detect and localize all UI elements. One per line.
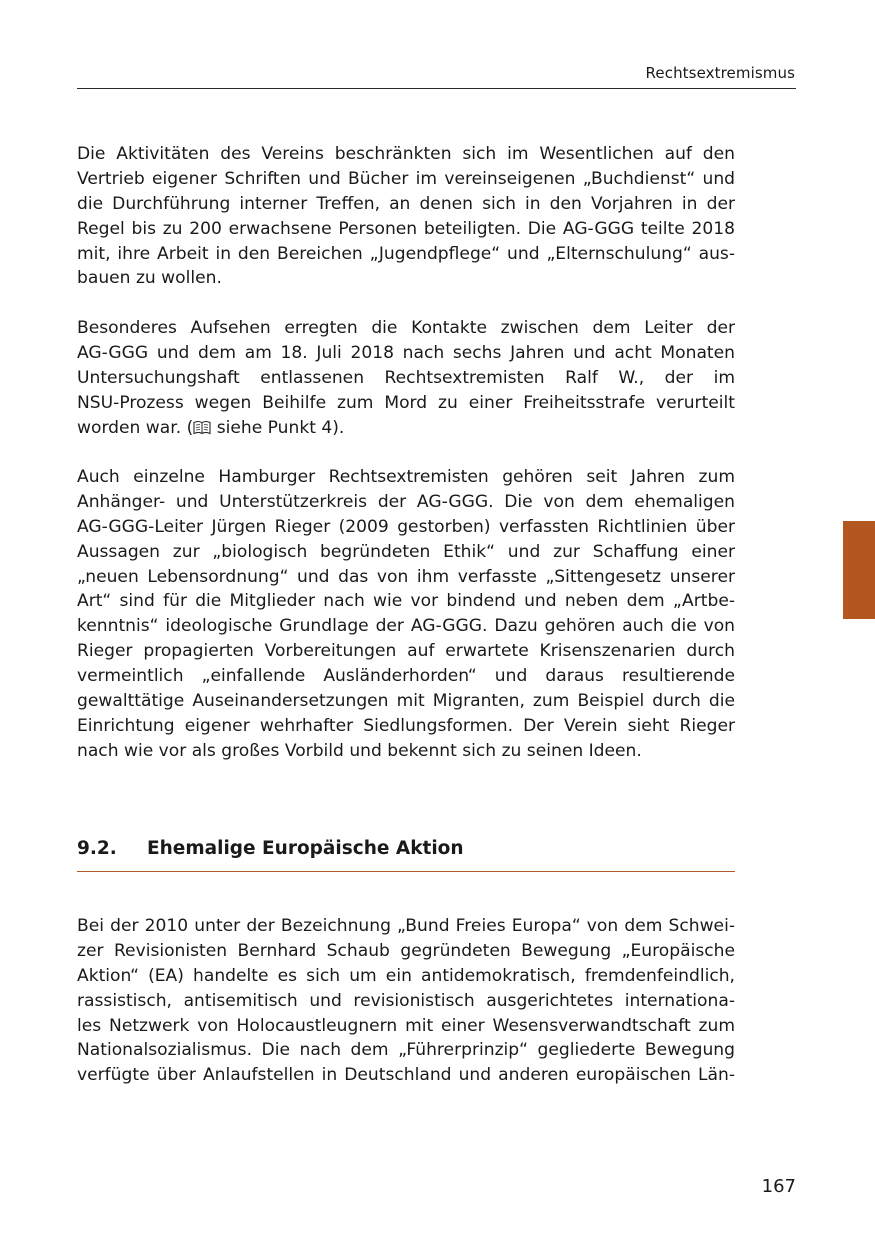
section-heading [77,838,735,859]
book-icon[interactable] [193,418,211,443]
text-line: Anhänger- und Unterstützerkreis der AG-GGG. Die von dem ehemaligen [77,491,735,512]
text-line: Vertrieb eigener Schriften und Bücher im vereinseigenen „Buchdienst“ und [77,168,735,189]
paragraph-2 [77,316,735,440]
page-number: 167 [761,1176,796,1197]
crossref-line [77,416,735,441]
text-line: Auch einzelne Hamburger Rechtsextremisten gehören seit Jahren zum [77,467,735,487]
text-line: „neuen Lebensordnung“ und das von ihm verfasste „Sittengesetz unserer [77,566,735,587]
text-line: Regel bis zu 200 erwachsene Personen beteiligten. Die AG-GGG teilte 2018 [77,218,735,239]
text-line: Aussagen zur „biologisch begründeten Ethik“ und zur Schaffung einer [77,541,735,562]
section-title: Ehemalige Europäische Aktion [147,838,464,859]
text-line: Rieger propagierten Vorbereitungen auf erwartete Krisenszenarien durch [77,641,735,662]
text-line: nach wie vor als großes Vorbild und bekennt sich zu seinen Ideen. [77,740,642,761]
text-line: Art“ sind für die Mitglieder nach wie vor bindend und neben dem „Artbe- [77,591,735,612]
text-line: zer Revisionisten Bernhard Schaub gegründeten Bewegung „Europäische [77,940,735,961]
text-line: rassistisch, antisemitisch und revisionistisch ausgerichtetes internationa- [77,990,735,1011]
text-line: kenntnis“ ideologische Grundlage der AG-GGG. Dazu gehören auch die von [77,616,735,637]
paragraph-4 [77,914,735,1088]
running-head: Rechtsextremismus [645,64,795,82]
text-line: Nationalsozialismus. Die nach dem „Führerprinzip“ gegliederte Bewegung [77,1040,735,1061]
text-line: Besonderes Aufsehen erregten die Kontakte zwischen dem Leiter der [77,318,735,338]
text-line: gewalttätige Auseinandersetzungen mit Migranten, zum Beispiel durch die [77,691,735,712]
section-rule [77,871,735,872]
text-line: AG-GGG-Leiter Jürgen Rieger (2009 gestorben) verfassten Richtlinien über [77,516,735,537]
text-line: mit, ihre Arbeit in den Bereichen „Jugendpflege“ und „Elternschulung“ aus- [77,243,735,264]
text-line: Aktion“ (EA) handelte es sich um ein antidemokratisch, fremdenfeindlich, [77,965,735,986]
text-line: die Durchführung interner Treffen, an denen sich in den Vorjahren in der [77,193,735,214]
paragraph-3 [77,465,735,764]
section-number: 9.2. [77,838,117,859]
text-line: Die Aktivitäten des Vereins beschränkten sich im Wesentlichen auf den [77,144,735,164]
text-line: bauen zu wollen. [77,268,222,289]
text-line: Untersuchungshaft entlassenen Rechtsextremisten Ralf W., der im [77,367,735,388]
header-rule [77,88,796,89]
paragraph-1 [77,142,735,291]
text-line: vermeintlich „einfallende Ausländerhorden“ und daraus resultierende [77,666,735,687]
text-line: Einrichtung eigener wehrhafter Siedlungsformen. Der Verein sieht Rieger [77,715,735,736]
crossref-text-after: siehe Punkt 4). [211,417,345,438]
text-line: AG-GGG und dem am 18. Juli 2018 nach sechs Jahren und acht Monaten [77,342,735,363]
crossref-text-before: worden war. ( [77,417,194,438]
text-line: Bei der 2010 unter der Bezeichnung „Bund Freies Europa“ von dem Schwei- [77,916,735,936]
text-line: les Netzwerk von Holocaustleugnern mit einer Wesensverwandtschaft zum [77,1015,735,1036]
chapter-side-tab [843,521,875,619]
text-line: NSU-Prozess wegen Beihilfe zum Mord zu einer Freiheitsstrafe verurteilt [77,392,735,413]
text-line: verfügte über Anlaufstellen in Deutschland und anderen europäischen Län- [77,1065,735,1086]
